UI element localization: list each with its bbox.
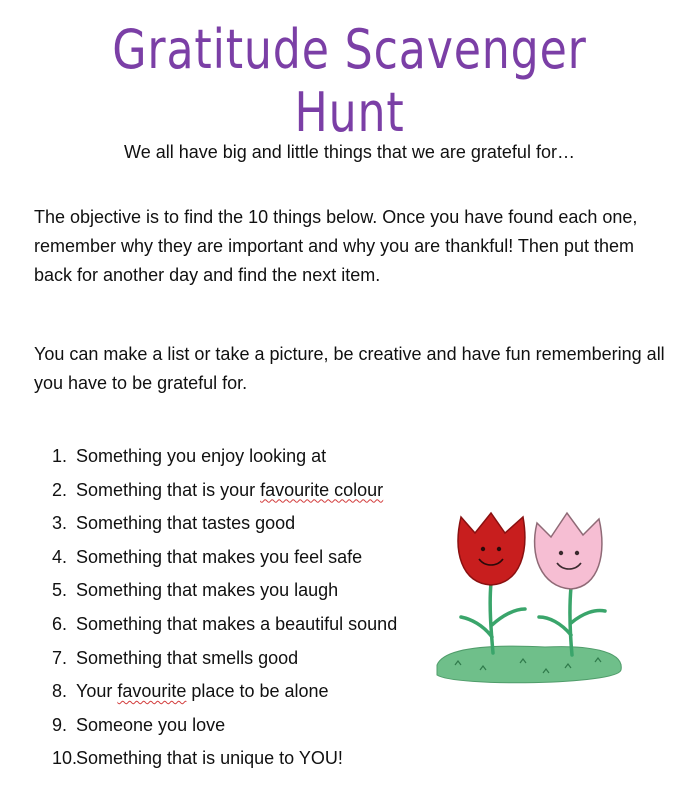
pink-tulip-head — [535, 513, 602, 589]
list-number: 1. — [52, 446, 68, 466]
list-number: 5. — [52, 580, 68, 601]
list-number: 10. — [52, 748, 78, 769]
instructions-paragraph: You can make a list or take a picture, be creative and have fun remembering all you have to be grateful for. — [34, 344, 665, 393]
list-item — [52, 543, 397, 577]
page-title: Gratitude Scavenger Hunt — [112, 18, 587, 144]
list-item-text: Something that is unique to YOU! — [76, 748, 343, 769]
list-number: 8. — [52, 681, 68, 702]
tulip-pair-illustration — [425, 505, 635, 690]
list-item — [52, 442, 397, 476]
list-item-text: Something that is your — [76, 479, 261, 500]
list-item — [52, 677, 397, 711]
spellcheck-word: favourite — [117, 681, 187, 702]
list-item — [52, 576, 397, 610]
list-item-text-tail: place to be alone — [186, 681, 329, 702]
list-item-text: Something that smells good — [76, 647, 299, 668]
list-number: 4. — [52, 546, 68, 567]
red-tulip-head — [458, 513, 525, 585]
list-number: 3. — [52, 513, 68, 534]
list-item — [52, 610, 397, 644]
intro-text: We all have big and little things that we are grateful for… — [124, 142, 575, 162]
list-number: 2. — [52, 479, 68, 500]
list-item-text: Your — [76, 681, 118, 702]
list-item — [52, 744, 397, 778]
list-item — [52, 476, 397, 510]
spellcheck-word: favourite colour — [260, 479, 384, 500]
list-item-text: Something that makes you laugh — [76, 580, 339, 601]
list-item — [52, 509, 397, 543]
pink-tulip-stem — [539, 587, 605, 655]
list-item — [52, 711, 397, 745]
red-tulip-stem — [461, 583, 525, 653]
list-item-text: Something that makes a beautiful sound — [76, 613, 398, 634]
list-number: 6. — [52, 613, 68, 634]
hunt-list — [52, 442, 397, 778]
list-number: 9. — [52, 714, 68, 735]
objective-paragraph: The objective is to find the 10 things below. Once you have found each one, remember why they are important and why you are thankful! Then put them back for another day and find the next item. — [34, 207, 638, 285]
list-item-text: Something that makes you feel safe — [76, 546, 363, 567]
list-number: 7. — [52, 647, 68, 668]
list-item-text: Something you enjoy looking at — [76, 446, 327, 466]
list-item — [52, 644, 397, 678]
list-item-text: Something that tastes good — [76, 513, 296, 534]
grass-mound — [437, 646, 621, 683]
list-item-text: Someone you love — [76, 714, 226, 735]
